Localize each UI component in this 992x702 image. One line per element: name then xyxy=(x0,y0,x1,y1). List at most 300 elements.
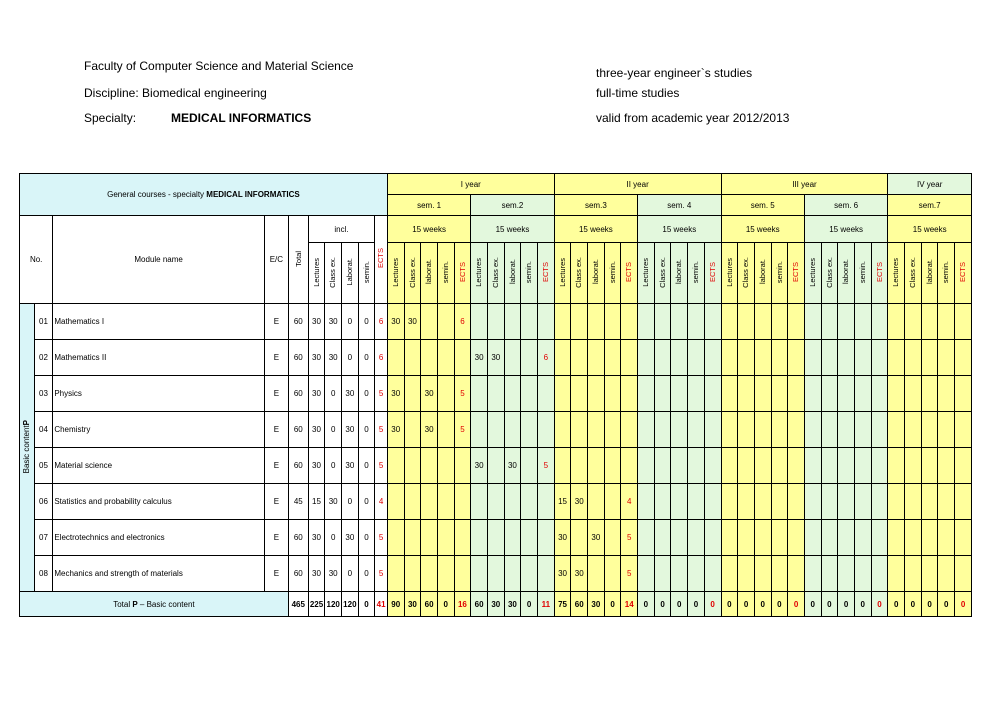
semester-value xyxy=(821,412,838,448)
module-class-ex: 0 xyxy=(325,520,342,556)
weeks-cell: 15 weeks xyxy=(888,216,972,243)
semester-value xyxy=(921,484,938,520)
module-class-ex: 30 xyxy=(325,556,342,592)
semester-value xyxy=(938,304,955,340)
specialty-label: Specialty: xyxy=(84,111,137,125)
semester-value xyxy=(387,520,404,556)
semester-value xyxy=(888,520,905,556)
semester-value xyxy=(421,340,438,376)
total-semester-value: 0 xyxy=(938,592,955,617)
total-semester-value: 0 xyxy=(821,592,838,617)
semester-value: 5 xyxy=(454,412,471,448)
semester-value xyxy=(888,448,905,484)
module-laborat: 30 xyxy=(342,520,359,556)
module-total: 60 xyxy=(288,376,308,412)
total-semester-value: 0 xyxy=(788,592,805,617)
module-name: Mathematics II xyxy=(53,340,265,376)
sem-sub-label: ECTS xyxy=(541,261,551,282)
semester-value xyxy=(604,376,621,412)
weeks-cell: 15 weeks xyxy=(387,216,470,243)
module-total: 60 xyxy=(288,520,308,556)
sem-subheader xyxy=(738,243,755,304)
semester-value xyxy=(854,412,871,448)
semester-value xyxy=(905,340,922,376)
semester-value xyxy=(721,304,738,340)
sem-subheader xyxy=(504,243,521,304)
total-semester-value: 0 xyxy=(437,592,454,617)
semester-value xyxy=(504,376,521,412)
semester-value xyxy=(554,304,571,340)
semester-value xyxy=(771,556,788,592)
module-lectures: 30 xyxy=(308,340,325,376)
total-semester-value: 16 xyxy=(454,592,471,617)
semester-value xyxy=(838,412,855,448)
sem-sub-label: Lectures xyxy=(474,257,484,287)
semester-value xyxy=(487,484,504,520)
semester-value xyxy=(604,412,621,448)
module-ec: E xyxy=(264,484,288,520)
semester-value xyxy=(788,376,805,412)
sem-sub-label: semin. xyxy=(691,260,701,284)
semester-value xyxy=(654,376,671,412)
semester-value xyxy=(454,556,471,592)
total-lec: 225 xyxy=(308,592,325,617)
incl-subheader xyxy=(358,243,375,304)
sem-sub-label: ECTS xyxy=(707,261,717,282)
semester-value xyxy=(504,484,521,520)
sem-sub-label: ECTS xyxy=(958,261,968,282)
semester-value: 30 xyxy=(571,484,588,520)
total-semester-value: 30 xyxy=(588,592,605,617)
semester-value xyxy=(638,340,655,376)
semester-value: 30 xyxy=(504,448,521,484)
semester-value xyxy=(938,448,955,484)
semester-value xyxy=(521,304,538,340)
semester-value xyxy=(521,556,538,592)
total-semester-value: 75 xyxy=(554,592,571,617)
module-ects: 6 xyxy=(375,340,388,376)
semester-value xyxy=(704,484,721,520)
semester-value xyxy=(771,304,788,340)
module-total: 60 xyxy=(288,304,308,340)
semester-value xyxy=(955,340,972,376)
semester-value xyxy=(487,304,504,340)
semester-value xyxy=(754,484,771,520)
semester-value xyxy=(921,520,938,556)
module-ects: 5 xyxy=(375,520,388,556)
semester-value xyxy=(688,340,705,376)
sem-subheader xyxy=(654,243,671,304)
semester-value xyxy=(754,520,771,556)
module-no: 06 xyxy=(34,484,53,520)
sem-sub-label: ECTS xyxy=(791,261,801,282)
module-no: 02 xyxy=(34,340,53,376)
semester-value xyxy=(571,376,588,412)
module-lectures: 30 xyxy=(308,376,325,412)
total-semester-value: 0 xyxy=(654,592,671,617)
sem-sub-label: ECTS xyxy=(874,261,884,282)
semester-value xyxy=(838,376,855,412)
semester-value xyxy=(487,448,504,484)
semester-value xyxy=(955,412,972,448)
sem-sub-label: Class ex. xyxy=(491,256,501,288)
group-label xyxy=(22,420,31,473)
semester-value xyxy=(471,484,488,520)
semester-value xyxy=(588,304,605,340)
semester-value xyxy=(454,340,471,376)
semester-value xyxy=(521,520,538,556)
sem-sub-label: Lectures xyxy=(724,257,734,287)
sem-sub-label: Class ex. xyxy=(741,256,751,288)
semester-value xyxy=(471,376,488,412)
semester-value xyxy=(521,376,538,412)
sem-sub-label: Lectures xyxy=(557,257,567,287)
semester-value xyxy=(804,484,821,520)
semester-value xyxy=(387,556,404,592)
sem-subheader xyxy=(821,243,838,304)
total-label-cell xyxy=(20,592,289,617)
semester-value xyxy=(704,520,721,556)
semester-value xyxy=(938,412,955,448)
semester-value xyxy=(905,556,922,592)
sem-subheader xyxy=(955,243,972,304)
semester-value xyxy=(804,556,821,592)
semester-value xyxy=(571,448,588,484)
module-no: 03 xyxy=(34,376,53,412)
incl-subheader xyxy=(342,243,359,304)
semester-value xyxy=(638,484,655,520)
sem-subheader xyxy=(721,243,738,304)
sem-subheader xyxy=(888,243,905,304)
semester-value xyxy=(738,556,755,592)
incl-sub-label: Laborat. xyxy=(345,258,355,286)
semester-value xyxy=(387,340,404,376)
semester-value xyxy=(955,304,972,340)
semester-value xyxy=(521,484,538,520)
semester-value xyxy=(771,340,788,376)
semester-value xyxy=(854,340,871,376)
semester-value xyxy=(821,556,838,592)
semester-value xyxy=(404,484,421,520)
module-name: Chemistry xyxy=(53,412,265,448)
semester-value xyxy=(871,448,888,484)
module-no: 07 xyxy=(34,520,53,556)
total-semester-value: 0 xyxy=(905,592,922,617)
semester-value xyxy=(588,484,605,520)
semester-value xyxy=(771,376,788,412)
semester-value: 30 xyxy=(554,556,571,592)
semester-value xyxy=(921,556,938,592)
semester-value xyxy=(871,556,888,592)
sem-sub-label: semin. xyxy=(774,260,784,284)
module-lectures: 30 xyxy=(308,412,325,448)
semester-value: 30 xyxy=(471,340,488,376)
semester-value: 5 xyxy=(621,556,638,592)
sem-sub-label: Lectures xyxy=(390,257,400,287)
sem-sub-label: Lectures xyxy=(891,257,901,287)
semester-value xyxy=(921,448,938,484)
semester-value xyxy=(938,376,955,412)
semester-value xyxy=(604,484,621,520)
sem-sub-label: semin. xyxy=(941,260,951,284)
semester-value xyxy=(671,412,688,448)
col-no-header: No. xyxy=(20,216,53,304)
semester-value xyxy=(955,376,972,412)
module-ects: 4 xyxy=(375,484,388,520)
semester-value xyxy=(938,556,955,592)
semester-value xyxy=(571,304,588,340)
semester-header: sem. 4 xyxy=(638,195,721,216)
total-lab: 120 xyxy=(342,592,359,617)
total-semester-value: 60 xyxy=(571,592,588,617)
sem-subheader xyxy=(704,243,721,304)
semester-value xyxy=(454,448,471,484)
semester-value xyxy=(921,340,938,376)
semester-value xyxy=(921,304,938,340)
sem-subheader xyxy=(454,243,471,304)
semester-value xyxy=(437,520,454,556)
sem-sub-label: Class ex. xyxy=(407,256,417,288)
semester-value xyxy=(821,484,838,520)
semester-value xyxy=(421,520,438,556)
semester-value xyxy=(621,412,638,448)
semester-value xyxy=(421,556,438,592)
semester-value xyxy=(638,304,655,340)
sem-sub-label: laborat. xyxy=(924,259,934,285)
total-semester-value: 30 xyxy=(504,592,521,617)
semester-value xyxy=(721,520,738,556)
semester-value xyxy=(621,340,638,376)
semester-header: sem. 6 xyxy=(804,195,888,216)
semester-value xyxy=(604,556,621,592)
sem-sub-label: semin. xyxy=(607,260,617,284)
year-header: I year xyxy=(387,174,554,195)
semester-value xyxy=(788,448,805,484)
total-row xyxy=(20,592,972,617)
total-semester-value: 0 xyxy=(921,592,938,617)
semester-value xyxy=(487,520,504,556)
semester-value xyxy=(754,376,771,412)
total-semester-value: 0 xyxy=(804,592,821,617)
incl-header: incl. xyxy=(308,216,375,243)
col-ec-header: E/C xyxy=(264,216,288,304)
semester-value xyxy=(704,340,721,376)
module-semin: 0 xyxy=(358,304,375,340)
semester-value xyxy=(888,412,905,448)
semester-value xyxy=(521,448,538,484)
total-semester-value: 0 xyxy=(521,592,538,617)
total-semester-value: 0 xyxy=(738,592,755,617)
semester-value xyxy=(955,520,972,556)
semester-value xyxy=(604,304,621,340)
semester-value xyxy=(654,484,671,520)
sem-subheader xyxy=(387,243,404,304)
sem-subheader xyxy=(854,243,871,304)
total-semester-value: 0 xyxy=(688,592,705,617)
total-semester-value: 11 xyxy=(537,592,554,617)
sem-sub-label: laborat. xyxy=(841,259,851,285)
semester-value xyxy=(688,520,705,556)
semester-value xyxy=(804,520,821,556)
semester-value xyxy=(654,556,671,592)
semester-value xyxy=(671,304,688,340)
total-label-prefix: Total xyxy=(113,599,133,609)
weeks-cell: 15 weeks xyxy=(804,216,888,243)
semester-value xyxy=(704,448,721,484)
semester-value xyxy=(504,520,521,556)
semester-value xyxy=(654,304,671,340)
semester-value xyxy=(554,376,571,412)
semester-value xyxy=(437,556,454,592)
semester-header: sem. 1 xyxy=(387,195,470,216)
semester-value xyxy=(588,556,605,592)
semester-value xyxy=(804,448,821,484)
total-semester-value: 0 xyxy=(838,592,855,617)
semester-value xyxy=(487,412,504,448)
semester-value xyxy=(738,376,755,412)
module-total: 60 xyxy=(288,448,308,484)
semester-value xyxy=(821,376,838,412)
semester-value: 30 xyxy=(421,412,438,448)
sem-subheader xyxy=(621,243,638,304)
module-ects: 5 xyxy=(375,376,388,412)
module-ec: E xyxy=(264,340,288,376)
semester-value xyxy=(387,448,404,484)
semester-value xyxy=(738,304,755,340)
semester-value xyxy=(671,448,688,484)
semester-value xyxy=(604,448,621,484)
module-semin: 0 xyxy=(358,484,375,520)
semester-header: sem.3 xyxy=(554,195,637,216)
semester-value xyxy=(671,376,688,412)
semester-value xyxy=(504,304,521,340)
semester-value xyxy=(821,448,838,484)
general-courses-specialty: MEDICAL INFORMATICS xyxy=(206,190,300,199)
module-semin: 0 xyxy=(358,520,375,556)
module-semin: 0 xyxy=(358,448,375,484)
total-semester-value: 0 xyxy=(671,592,688,617)
module-ec: E xyxy=(264,520,288,556)
semester-value xyxy=(437,340,454,376)
semester-value xyxy=(888,376,905,412)
semester-value xyxy=(788,556,805,592)
table-row xyxy=(20,484,972,520)
sem-sub-label: Class ex. xyxy=(574,256,584,288)
sem-subheader xyxy=(537,243,554,304)
semester-value xyxy=(871,304,888,340)
semester-value xyxy=(654,448,671,484)
module-name: Statistics and probability calculus xyxy=(53,484,265,520)
semester-value xyxy=(804,412,821,448)
semester-value xyxy=(888,304,905,340)
total-ects: 41 xyxy=(375,592,388,617)
semester-value xyxy=(704,412,721,448)
semester-value xyxy=(671,340,688,376)
semester-value xyxy=(688,376,705,412)
semester-value xyxy=(554,448,571,484)
semester-value xyxy=(721,484,738,520)
semester-value: 30 xyxy=(471,448,488,484)
total-semester-value: 90 xyxy=(387,592,404,617)
total-semester-value: 0 xyxy=(871,592,888,617)
semester-value xyxy=(537,556,554,592)
sem-sub-label: laborat. xyxy=(674,259,684,285)
semester-value xyxy=(721,448,738,484)
semester-value xyxy=(688,556,705,592)
semester-value xyxy=(437,412,454,448)
sem-subheader xyxy=(487,243,504,304)
semester-value xyxy=(688,448,705,484)
semester-value xyxy=(888,484,905,520)
general-courses-header xyxy=(20,174,388,216)
incl-sub-label: Lectures xyxy=(311,257,321,287)
semester-value xyxy=(688,412,705,448)
module-class-ex: 30 xyxy=(325,304,342,340)
total-semester-value: 0 xyxy=(704,592,721,617)
semester-value xyxy=(471,304,488,340)
module-total: 45 xyxy=(288,484,308,520)
module-laborat: 30 xyxy=(342,376,359,412)
semester-value xyxy=(754,556,771,592)
semester-value xyxy=(821,304,838,340)
sem-subheader xyxy=(471,243,488,304)
table-row xyxy=(20,412,972,448)
semester-value xyxy=(571,412,588,448)
semester-value: 30 xyxy=(421,376,438,412)
semester-value xyxy=(621,448,638,484)
table-row xyxy=(20,556,972,592)
semester-value xyxy=(738,484,755,520)
sem-sub-label: ECTS xyxy=(624,261,634,282)
module-ects: 5 xyxy=(375,448,388,484)
module-name: Electrotechnics and electronics xyxy=(53,520,265,556)
semester-value xyxy=(471,556,488,592)
table-row xyxy=(20,376,972,412)
module-laborat: 0 xyxy=(342,484,359,520)
module-class-ex: 0 xyxy=(325,412,342,448)
semester-value xyxy=(804,376,821,412)
incl-sub-label: semin. xyxy=(361,260,371,284)
semester-value: 30 xyxy=(571,556,588,592)
total-label-code: P xyxy=(132,599,138,609)
module-laborat: 0 xyxy=(342,304,359,340)
module-lectures: 15 xyxy=(308,484,325,520)
module-ects: 5 xyxy=(375,412,388,448)
total-cls: 120 xyxy=(325,592,342,617)
total-semester-value: 0 xyxy=(638,592,655,617)
semester-value xyxy=(854,304,871,340)
semester-value xyxy=(537,412,554,448)
semester-value xyxy=(704,376,721,412)
sem-subheader xyxy=(604,243,621,304)
sem-subheader xyxy=(921,243,938,304)
sem-sub-label: Class ex. xyxy=(908,256,918,288)
semester-value xyxy=(621,304,638,340)
table-row xyxy=(20,304,972,340)
module-ec: E xyxy=(264,448,288,484)
semester-value: 30 xyxy=(387,304,404,340)
group-label-cell xyxy=(20,304,35,592)
semester-value xyxy=(404,376,421,412)
total-semester-value: 0 xyxy=(604,592,621,617)
table-row xyxy=(20,340,972,376)
semester-value xyxy=(905,484,922,520)
semester-value xyxy=(404,448,421,484)
faculty-text: Faculty of Computer Science and Material Science xyxy=(84,59,354,73)
semester-value xyxy=(738,412,755,448)
sem-subheader xyxy=(804,243,821,304)
module-class-ex: 0 xyxy=(325,376,342,412)
